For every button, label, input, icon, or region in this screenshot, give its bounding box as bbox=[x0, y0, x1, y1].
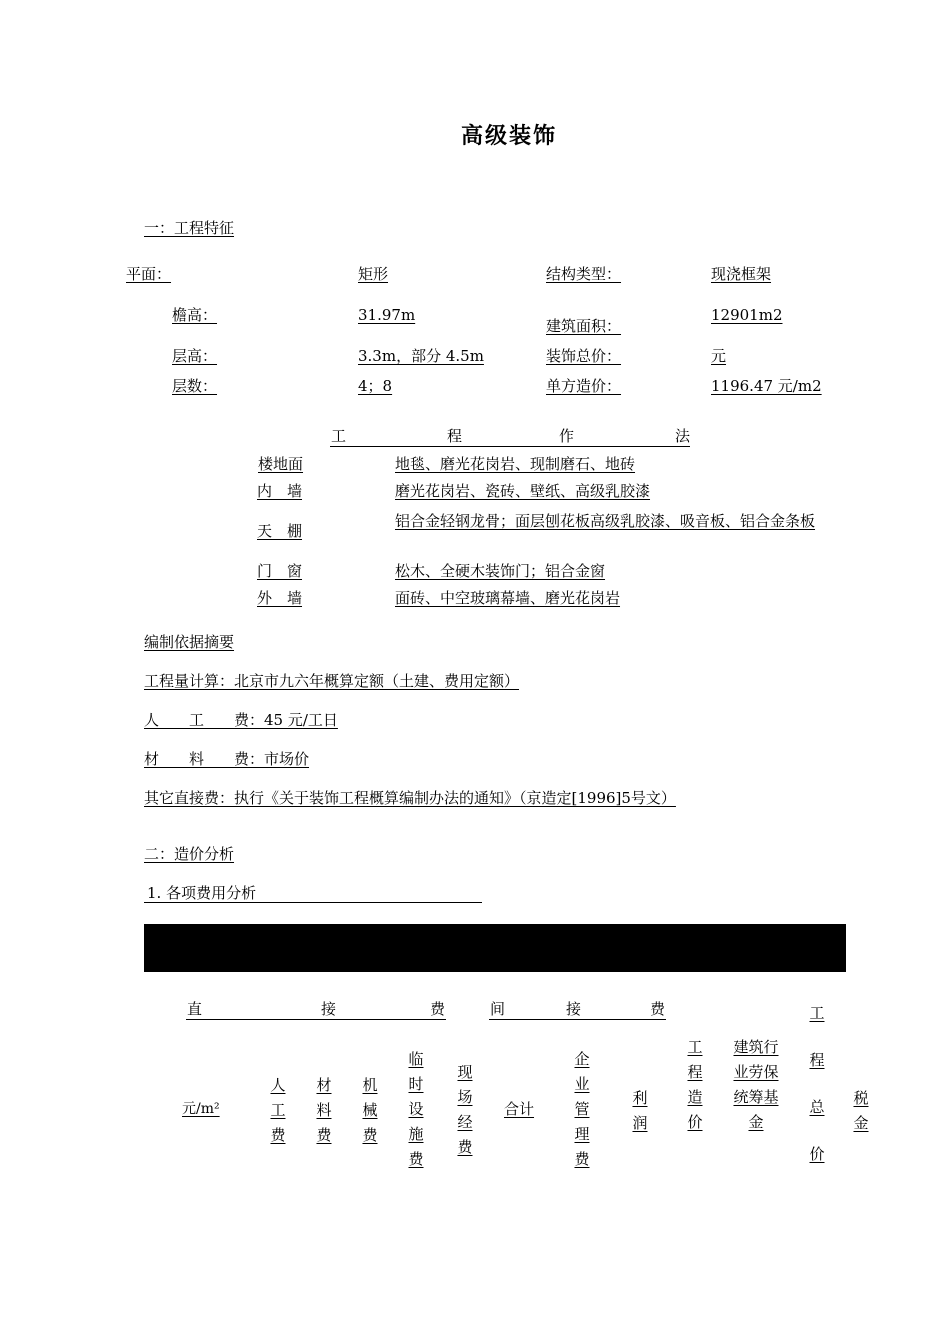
col-machine: 机械费 bbox=[362, 1076, 378, 1144]
structure-value: 现浇框架 bbox=[711, 265, 772, 283]
indirect-cost-char: 费 bbox=[650, 1000, 666, 1018]
indirect-cost-char: 接 bbox=[566, 1000, 582, 1018]
direct-cost-char: 接 bbox=[321, 1000, 337, 1018]
col-site-expense: 现场经费 bbox=[457, 1063, 473, 1156]
method-header-char: 作 bbox=[559, 427, 575, 445]
method-part: 内 墙 bbox=[257, 482, 303, 500]
floors-label: 层数： bbox=[172, 377, 218, 395]
section-heading-features: 一：工程特征 bbox=[144, 219, 235, 237]
col-management: 企业管理费 bbox=[574, 1050, 590, 1168]
page-title: 高级装饰 bbox=[461, 123, 558, 149]
plan-label: 平面： bbox=[126, 265, 172, 283]
floors-value: 4；8 bbox=[358, 377, 393, 395]
method-desc: 面砖、中空玻璃幕墙、磨光花岗岩 bbox=[395, 589, 621, 607]
method-desc: 铝合金轻钢龙骨；面层刨花板高级乳胶漆、吸音板、铝合金条板 bbox=[395, 512, 816, 530]
basis-other: 其它直接费：执行《关于装饰工程概算编制办法的通知》（京造定[1996]5号文） bbox=[144, 789, 676, 807]
structure-label: 结构类型： bbox=[546, 265, 622, 283]
col-subtotal: 合计 bbox=[504, 1100, 535, 1118]
eave-height-value: 31.97m bbox=[358, 306, 416, 324]
building-area-value: 12901m2 bbox=[711, 306, 783, 324]
col-labor-fund: 建筑行业劳保统筹基金 bbox=[733, 1038, 779, 1131]
direct-cost-char: 费 bbox=[430, 1000, 446, 1018]
floor-height-value: 3.3m，部分 4.5m bbox=[358, 347, 484, 365]
method-desc: 地毯、磨光花岗岩、现制磨石、地砖 bbox=[395, 455, 636, 473]
floor-height-label: 层高： bbox=[172, 347, 218, 365]
basis-labor: 人 工 费：45 元/工日 bbox=[144, 711, 338, 729]
basis-quantity: 工程量计算：北京市九六年概算定额（土建、费用定额） bbox=[144, 672, 520, 690]
method-part: 外 墙 bbox=[257, 589, 303, 607]
method-desc: 松木、全硬木装饰门；铝合金窗 bbox=[395, 562, 606, 580]
decoration-total-value: 元 bbox=[711, 347, 727, 365]
col-material: 材料费 bbox=[316, 1076, 332, 1144]
basis-heading: 编制依据摘要 bbox=[144, 633, 235, 651]
unit-cost-value: 1196.47 元/m2 bbox=[711, 377, 822, 395]
method-part: 楼地面 bbox=[258, 455, 304, 473]
col-project-cost: 工程造价 bbox=[687, 1038, 703, 1131]
method-part: 门 窗 bbox=[257, 562, 303, 580]
decoration-total-label: 装饰总价： bbox=[546, 347, 622, 365]
method-header-char: 工 bbox=[331, 427, 347, 445]
section-heading-cost: 二：造价分析 bbox=[144, 845, 235, 863]
indirect-cost-char: 间 bbox=[490, 1000, 506, 1018]
direct-cost-char: 直 bbox=[187, 1000, 203, 1018]
building-area-label: 建筑面积： bbox=[546, 317, 622, 335]
table-header-bar bbox=[144, 924, 846, 972]
method-part: 天 棚 bbox=[257, 522, 303, 540]
col-temp-facility: 临时设施费 bbox=[408, 1050, 424, 1168]
method-desc: 磨光花岗岩、瓷砖、壁纸、高级乳胶漆 bbox=[395, 482, 651, 500]
unit-cost-label: 单方造价： bbox=[546, 377, 622, 395]
subsection-cost-analysis: 1. 各项费用分析 bbox=[147, 884, 257, 902]
eave-height-label: 檐高： bbox=[172, 306, 218, 324]
method-header-char: 程 bbox=[447, 427, 463, 445]
basis-material: 材 料 费：市场价 bbox=[144, 750, 310, 768]
unit-label: 元/m² bbox=[182, 1101, 220, 1117]
subsection-underline bbox=[144, 902, 482, 903]
col-total-price: 工程总价 bbox=[809, 1004, 825, 1163]
plan-value: 矩形 bbox=[358, 265, 389, 283]
col-tax: 税金 bbox=[853, 1089, 869, 1132]
method-header-char: 法 bbox=[675, 427, 691, 445]
col-profit: 利润 bbox=[632, 1089, 648, 1132]
direct-cost-underline bbox=[186, 1019, 446, 1020]
col-labor: 人工费 bbox=[270, 1076, 286, 1144]
method-header-underline bbox=[330, 446, 690, 447]
